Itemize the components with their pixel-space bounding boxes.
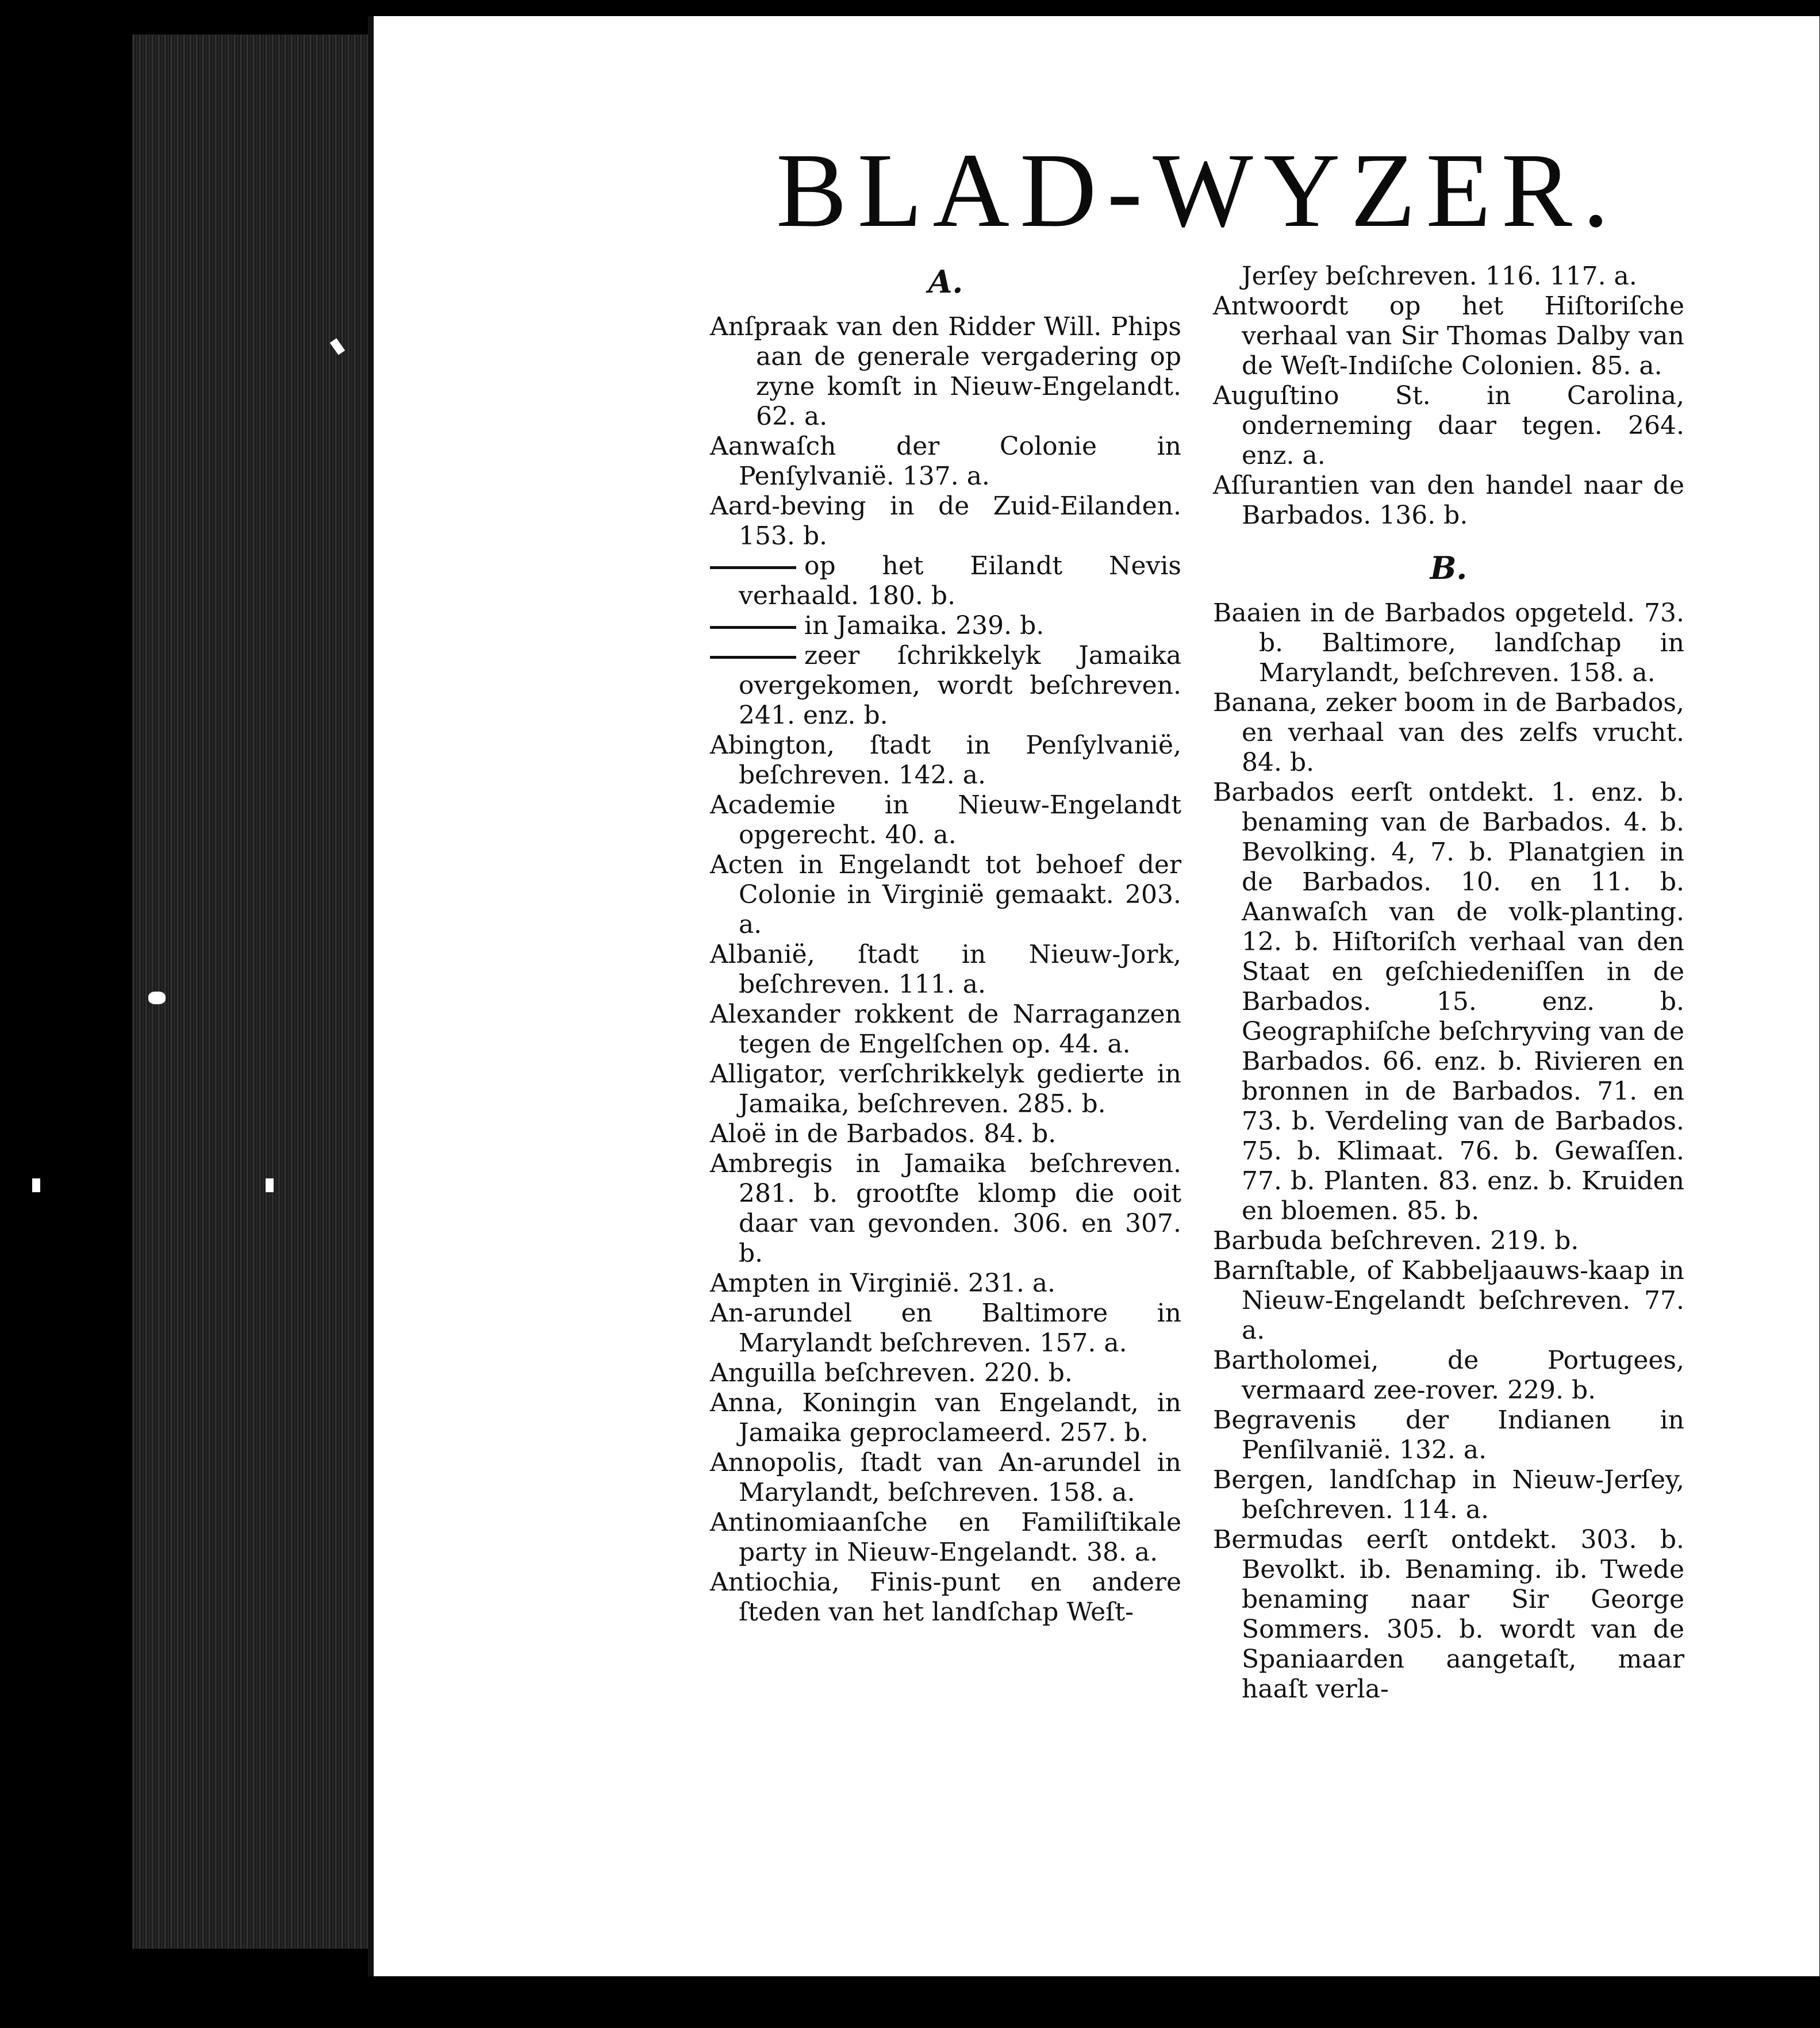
index-entry-text: Aſſurantien van den handel naar de Barbados. 136. b.: [1213, 471, 1684, 530]
index-entry-text: Baaien in de Barbados opgeteld. 73. b. Baltimore, landſchap in Marylandt, beſchreven. 158. a.: [1213, 598, 1684, 687]
index-entry-text: Alexander rokkent de Narraganzen tegen de Engelſchen op. 44. a.: [710, 1000, 1181, 1059]
index-entry-text: zeer ſchrikkelyk Jamaika overgekomen, wordt beſchreven. 241. enz. b.: [739, 641, 1181, 730]
index-entry: [1213, 381, 1684, 471]
index-entry-text: Abington, ſtadt in Penſylvanië, beſchreven. 142. a.: [710, 731, 1181, 790]
index-entry-text: Anſpraak van den Ridder Will. Phips aan de generale vergadering op zyne komſt in Nieuw-Engelandt. 62. a.: [710, 312, 1181, 431]
index-entry: [710, 1269, 1181, 1299]
index-entry-text: Anguilla beſchreven. 220. b.: [710, 1358, 1073, 1388]
index-entry-text: Antwoordt op het Hiſtoriſche verhaal van Sir Thomas Dalby van de Weſt-Indiſche Colonien. 85. a.: [1213, 291, 1684, 381]
index-entry-text: Aard-beving in de Zuid-Eilanden. 153. b.: [710, 491, 1181, 551]
index-entry-text: op het Eilandt Nevis verhaald. 180. b.: [739, 551, 1181, 610]
index-entry: [1213, 778, 1684, 1226]
index-entry-text: Bergen, landſchap in Nieuw-Jerſey, beſchreven. 114. a.: [1213, 1465, 1684, 1524]
index-entry-text: An-arundel en Baltimore in Marylandt beſchreven. 157. a.: [710, 1299, 1181, 1358]
index-entry-text: Acten in Engelandt tot behoef der Colonie in Virginië gemaakt. 203. a.: [710, 850, 1181, 939]
page-title: BLAD-WYZER.: [776, 132, 1620, 249]
index-entry: [1213, 1465, 1684, 1525]
index-entry: [710, 1358, 1181, 1388]
index-entry: [710, 1059, 1181, 1119]
section-letter: B.: [1430, 550, 1468, 586]
index-entry: [1213, 291, 1684, 381]
ditto-dash: [710, 626, 796, 629]
index-entry: [710, 1448, 1181, 1508]
index-entry: [710, 611, 1181, 641]
index-column-right: [1213, 262, 1684, 1704]
index-entry-text: in Jamaika. 239. b.: [804, 611, 1045, 640]
index-entry-text: Bartholomei, de Portugees, vermaard zee-rover. 229. b.: [1213, 1346, 1684, 1405]
index-entry-text: Aloë in de Barbados. 84. b.: [710, 1119, 1057, 1149]
ditto-dash: [710, 566, 796, 569]
index-entry-text: Barnſtable, of Kabbeljaauws-kaap in Nieuw-Engelandt beſchreven. 77. a.: [1213, 1256, 1684, 1345]
index-entry: [710, 1119, 1181, 1149]
index-entry-text: Ampten in Virginië. 231. a.: [710, 1269, 1056, 1298]
scan-speck: [266, 1178, 274, 1192]
index-entry: [710, 641, 1181, 731]
index-entry-text: Anna, Koningin van Engelandt, in Jamaika geproclameerd. 257. b.: [710, 1388, 1181, 1447]
index-entry: [710, 1149, 1181, 1269]
index-entry-text: Banana, zeker boom in de Barbados, en verhaal van des zelfs vrucht. 84. b.: [1213, 688, 1684, 777]
index-entry-text: Antinomiaanſche en Familiſtikale party in Nieuw-Engelandt. 38. a.: [710, 1508, 1181, 1567]
index-entry: [710, 1000, 1181, 1059]
index-entry-text: Ambregis in Jamaika beſchreven. 281. b. grootſte klomp die ooit daar van gevonden. 306. en 307. b.: [710, 1149, 1181, 1268]
index-entry: [710, 1388, 1181, 1448]
index-entry: [710, 551, 1181, 611]
index-entry-text: Jerſey beſchreven. 116. 117. a.: [1242, 262, 1637, 291]
index-entry: [1213, 1346, 1684, 1405]
index-entry-text: Begravenis der Indianen in Penſilvanië. 132. a.: [1213, 1405, 1684, 1465]
section-letter: A.: [928, 263, 963, 300]
index-entry: [710, 790, 1181, 850]
index-entry-text: Antiochia, Finis-punt en andere ſteden van het landſchap Weſt-: [710, 1568, 1181, 1627]
index-entry-text: Bermudas eerſt ontdekt. 303. b. Bevolkt. ib. Benaming. ib. Twede benaming naar Sir George Sommers. 305. b. wordt van de Spaniaarden aangetaſt, maar haaſt verla-: [1213, 1525, 1684, 1704]
scan-speck: [148, 992, 166, 1004]
ditto-dash: [710, 656, 796, 659]
index-entry: [1213, 262, 1684, 291]
index-entry: [1213, 598, 1684, 688]
index-entry: [1213, 1226, 1684, 1256]
index-entry: [1213, 1405, 1684, 1465]
index-entry-text: Academie in Nieuw-Engelandt opgerecht. 40. a.: [710, 790, 1181, 850]
index-entry: [710, 1508, 1181, 1568]
index-entry: [1213, 1525, 1684, 1704]
book-spine: [132, 34, 389, 1949]
index-column-left: [710, 262, 1181, 1627]
index-entry: [710, 1568, 1181, 1627]
index-entry-text: Auguſtino St. in Carolina, onderneming daar tegen. 264. enz. a.: [1213, 381, 1684, 470]
index-entry: [710, 491, 1181, 551]
index-entry-text: Albanië, ſtadt in Nieuw-Jork, beſchreven. 111. a.: [710, 940, 1181, 999]
index-entry: [710, 731, 1181, 790]
index-entry: [710, 312, 1181, 432]
index-entry-text: Alligator, verſchrikkelyk gedierte in Jamaika, beſchreven. 285. b.: [710, 1059, 1181, 1119]
index-entry-text: Barbados eerſt ontdekt. 1. enz. b. benaming van de Barbados. 4. b. Bevolking. 4, 7. b. Planatgien in de Barbados. 10. en 11. b. Aanwaſch van de volk-planting. 12. b. Hiſtoriſch verhaal van den Staat en geſchiedeniſſen in de Barbados. 15. enz. b. Geographiſche beſchryving van de Barbados. 66. enz. b. Rivieren en bronnen in de Barbados. 71. en 73. b. Verdeling van de Barbados. 75. b. Klimaat. 76. b. Gewaſſen. 77. b. Planten. 83. enz. b. Kruiden en bloemen. 85. b.: [1213, 778, 1684, 1226]
index-entry: [1213, 1256, 1684, 1346]
index-entry: [710, 432, 1181, 491]
index-entry: [710, 940, 1181, 1000]
index-entry: [1213, 471, 1684, 531]
index-entry-text: Annopolis, ſtadt van An-arundel in Marylandt, beſchreven. 158. a.: [710, 1448, 1181, 1507]
scan-speck: [32, 1178, 40, 1192]
index-entry: [710, 1299, 1181, 1358]
index-entry-text: Barbuda beſchreven. 219. b.: [1213, 1226, 1579, 1255]
index-entry-text: Aanwaſch der Colonie in Penſylvanië. 137. a.: [710, 432, 1181, 491]
index-entry: [1213, 688, 1684, 778]
index-entry: [710, 850, 1181, 940]
